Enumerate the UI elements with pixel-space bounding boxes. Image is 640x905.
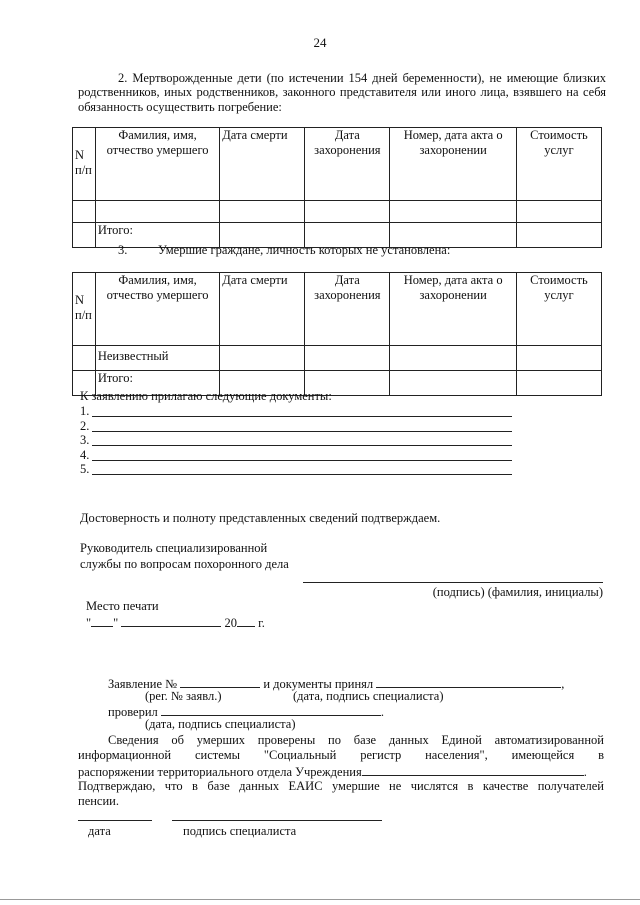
application-comma: , <box>561 677 565 691</box>
signature-caption: (подпись) (фамилия, инициалы) <box>432 585 603 599</box>
header-name: Фамилия, имя, отчество умершего <box>95 273 219 346</box>
year-suffix: г. <box>258 616 265 630</box>
page-bottom-edge <box>0 899 640 900</box>
date-close-quote: " <box>113 616 119 630</box>
year-blank[interactable] <box>237 614 255 627</box>
attachments-label: К заявлению прилагаю следующие документы: <box>80 389 332 403</box>
attachment-line-1[interactable] <box>80 404 512 418</box>
caption-reg-number: (рег. № заявл.) <box>145 689 222 703</box>
header-cost: Стоимость услуг <box>516 273 601 346</box>
table-cell <box>73 201 96 223</box>
table-cell <box>95 201 219 223</box>
table-cell <box>305 201 390 223</box>
header-act: Номер, дата акта о захоронении <box>390 128 517 201</box>
table-cell <box>516 201 601 223</box>
table-cell <box>516 223 601 248</box>
date-open-quote: " <box>86 616 92 630</box>
attachment-number: 5. <box>80 462 90 476</box>
table-cell <box>73 223 96 248</box>
accepted-by-blank[interactable] <box>376 675 561 688</box>
table-row <box>73 201 602 223</box>
total-label: Итого: <box>95 223 219 248</box>
attachment-line-3[interactable] <box>80 433 512 447</box>
table-header-row <box>73 273 602 346</box>
footer-sign-caption: подпись специалиста <box>183 824 297 838</box>
table-cell <box>390 201 517 223</box>
footer-date-caption: дата <box>88 824 111 838</box>
header-death-date: Дата смерти <box>220 128 305 201</box>
table-cell <box>390 346 517 371</box>
table-unidentified <box>72 272 602 396</box>
header-act: Номер, дата акта о захоронении <box>390 273 517 346</box>
application-prefix: Заявление № <box>108 677 178 691</box>
checked-by-blank[interactable] <box>161 703 381 716</box>
attachment-number: 1. <box>80 404 90 418</box>
caption-date-sign-2: (дата, подпись специалиста) <box>145 717 296 731</box>
attachment-line-2[interactable] <box>80 419 512 433</box>
header-cost: Стоимость услуг <box>516 128 601 201</box>
checked-label: проверил <box>108 705 158 719</box>
section-3-number: 3. <box>118 243 128 257</box>
date-signature-line[interactable] <box>78 820 152 821</box>
verify-line-2: информационной системы "Социальный регистр населения", имеющейся в <box>78 748 604 762</box>
verify-line-5: пенсии. <box>78 794 119 808</box>
header-name: Фамилия, имя, отчество умершего <box>95 128 219 201</box>
verify-line-1: Сведения об умерших проверены по базе данных Единой автоматизированной <box>108 733 604 747</box>
table-cell <box>220 201 305 223</box>
signature-line[interactable] <box>303 582 603 583</box>
table-stillborn <box>72 127 602 248</box>
date-field[interactable] <box>86 614 265 630</box>
attachment-number: 2. <box>80 419 90 433</box>
verify-line-3 <box>78 763 587 779</box>
specialist-signature-line[interactable] <box>172 820 382 821</box>
header-burial-date: Дата захоронения <box>305 273 390 346</box>
verify-line-3-dot: . <box>583 765 587 779</box>
caption-date-sign: (дата, подпись специалиста) <box>293 689 444 703</box>
head-title-line-1: Руководитель специализированной <box>80 541 268 555</box>
head-title-line-2: службы по вопросам похоронного дела <box>80 557 289 571</box>
attachment-line-4[interactable] <box>80 448 512 462</box>
header-n: N п/п <box>73 128 96 201</box>
total-label: Итого: <box>95 371 219 396</box>
header-burial-date: Дата захоронения <box>305 128 390 201</box>
table-cell <box>516 346 601 371</box>
header-n: N п/п <box>73 273 96 346</box>
table-cell <box>73 346 96 371</box>
header-death-date: Дата смерти <box>220 273 305 346</box>
table-cell <box>305 346 390 371</box>
table-cell <box>220 346 305 371</box>
page-number: 24 <box>313 35 327 50</box>
section-2-heading: 2. Мертворожденные дети (по истечении 154 дней беременности), не имеющие близких родственников, иных родственников, законного представителя или иного лица, взявшего на себя обязанность осуществить погребение: <box>78 71 606 114</box>
verify-line-3-text: распоряжении территориального отдела Учреждения <box>78 765 362 779</box>
attachment-number: 4. <box>80 448 90 462</box>
accepted-label: и документы принял <box>263 677 374 691</box>
table-header-row <box>73 128 602 201</box>
stamp-place: Место печати <box>86 599 159 613</box>
table-cell <box>390 371 517 396</box>
application-number-blank[interactable] <box>180 675 260 688</box>
section-3-heading: Умершие граждане, личность которых не установлена: <box>158 243 451 257</box>
checked-dot: . <box>380 705 384 719</box>
day-blank[interactable] <box>91 614 113 627</box>
attachment-number: 3. <box>80 433 90 447</box>
table-row <box>73 346 602 371</box>
verify-line-4: Подтверждаю, что в базе данных ЕАИС умершие не числятся в качестве получателей <box>78 779 604 793</box>
unknown-label: Неизвестный <box>95 346 219 371</box>
table-cell <box>516 371 601 396</box>
attachment-line-5[interactable] <box>80 462 512 476</box>
confirmation-text: Достоверность и полноту представленных сведений подтверждаем. <box>80 511 441 525</box>
department-blank[interactable] <box>362 763 584 776</box>
year-prefix: 20 <box>224 616 237 630</box>
month-blank[interactable] <box>121 614 221 627</box>
